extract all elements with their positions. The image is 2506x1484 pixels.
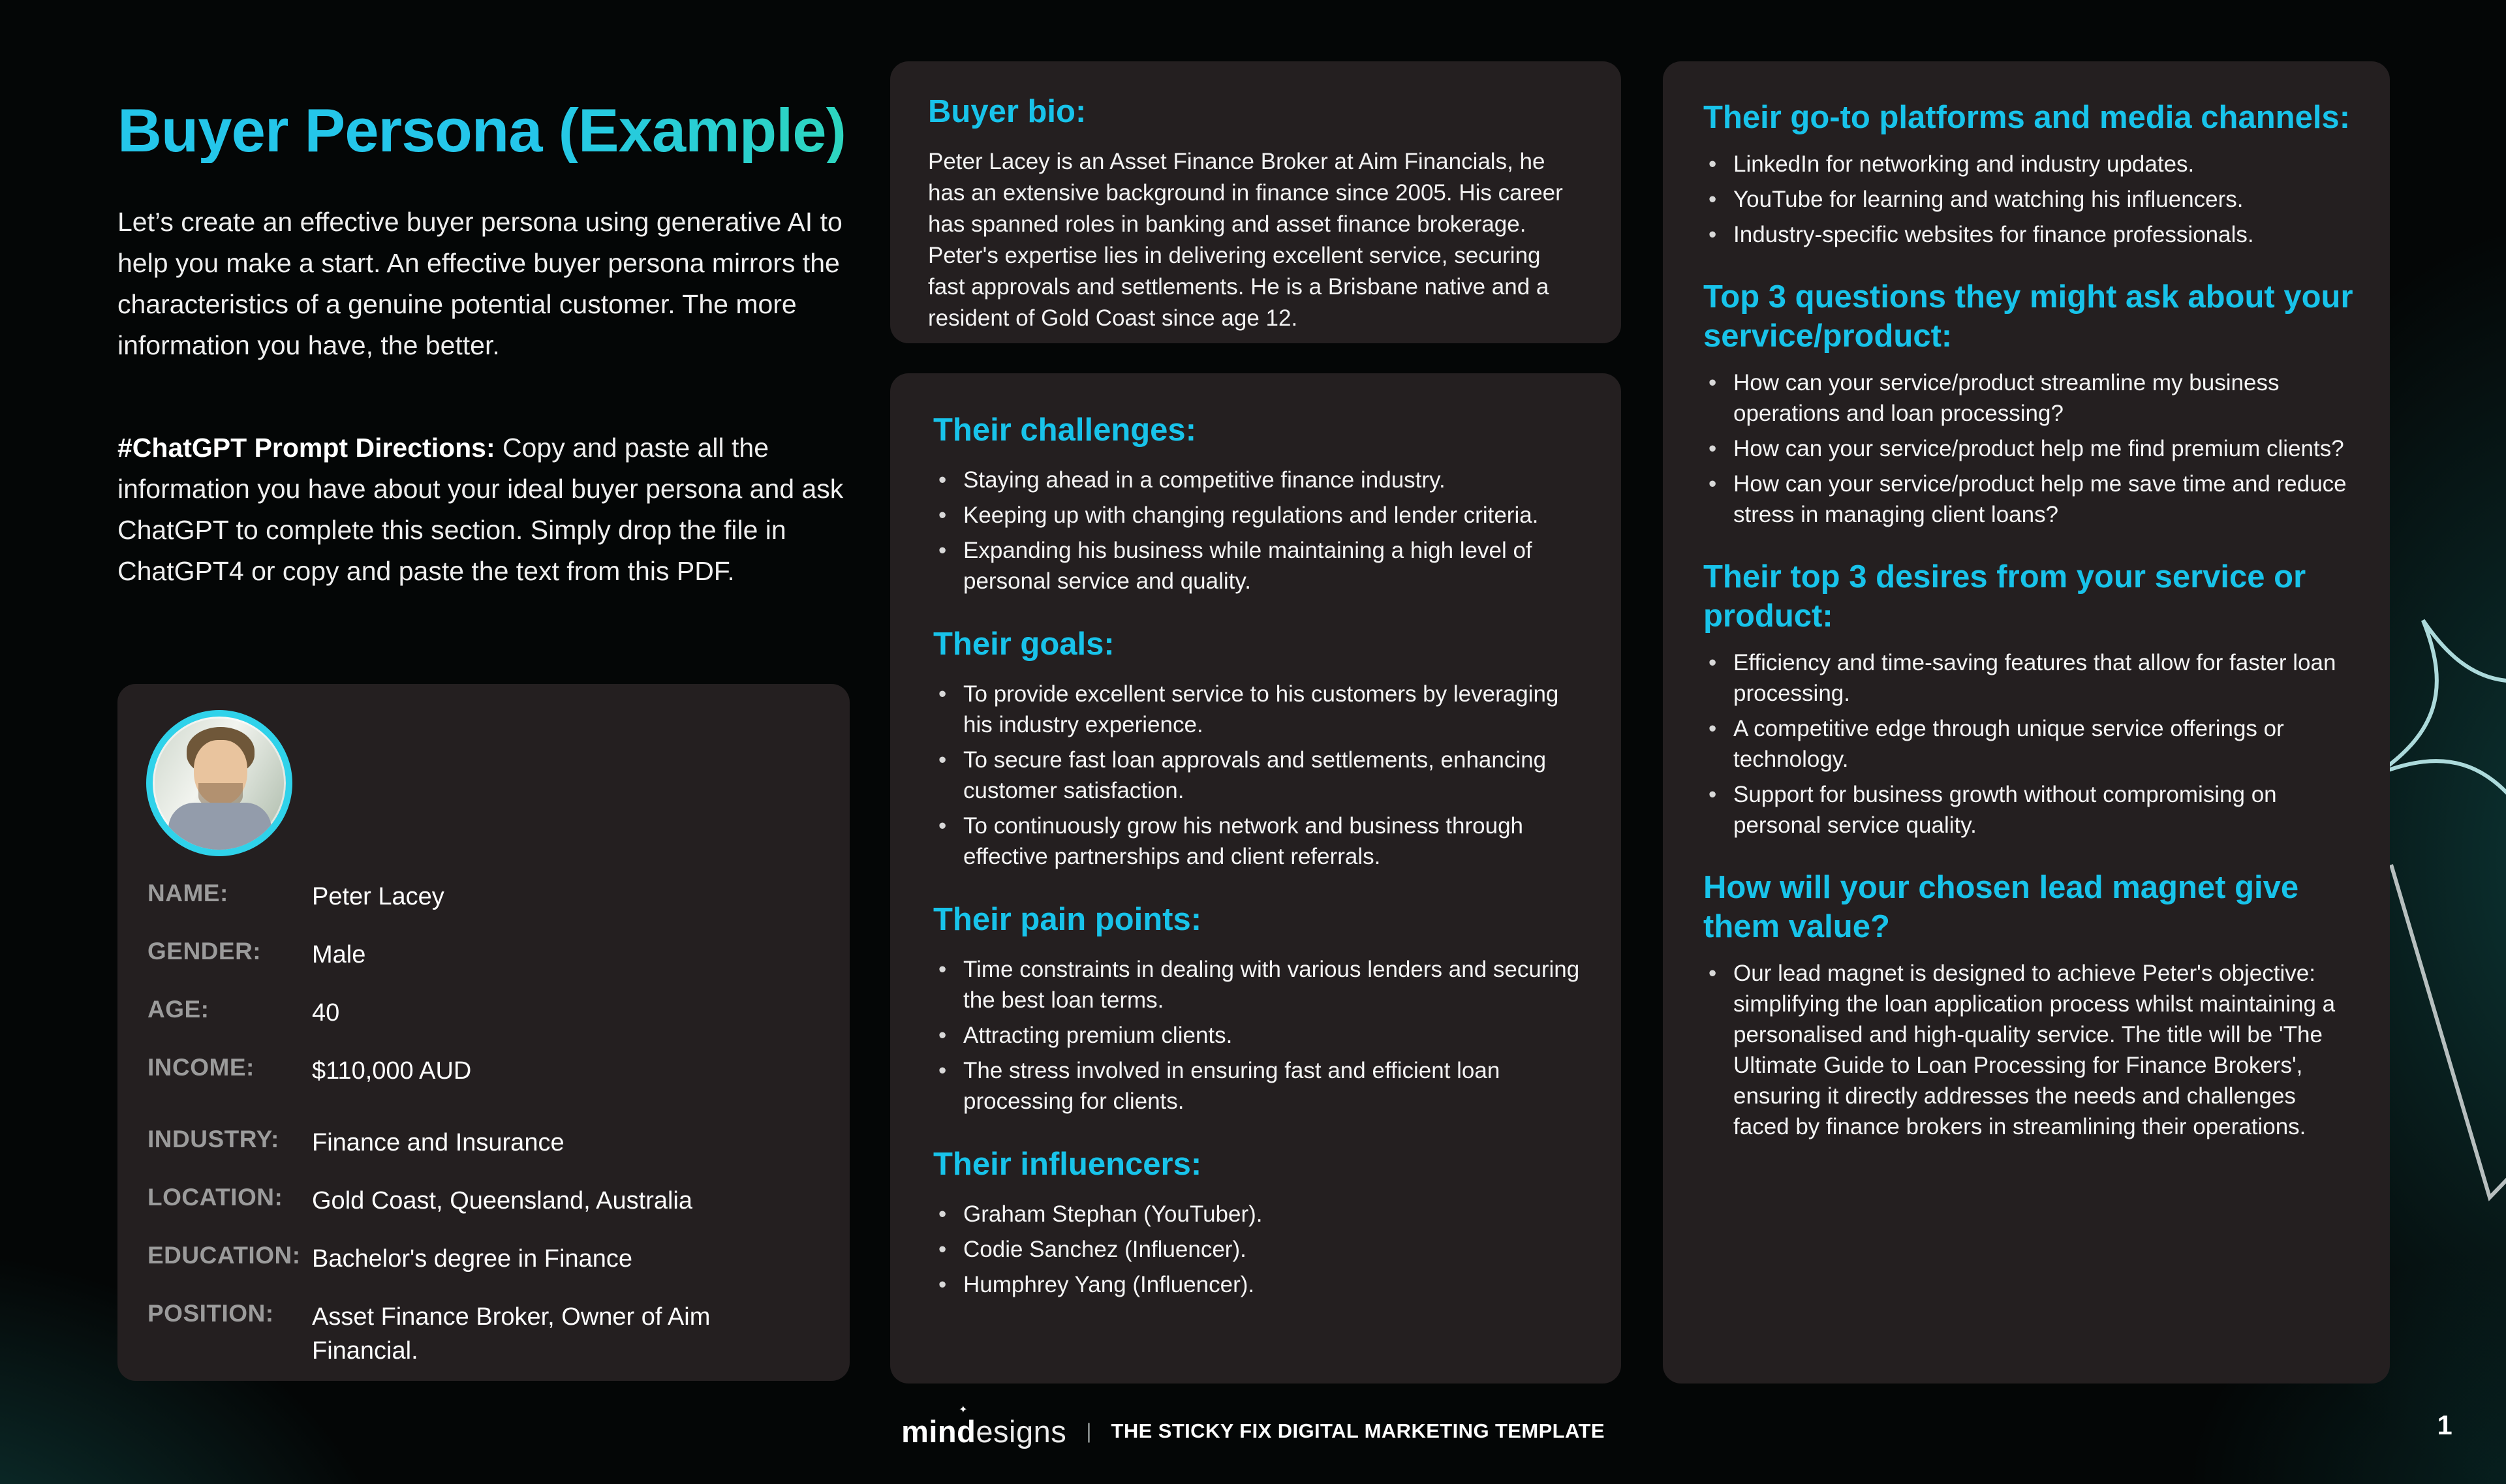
logo-sparkle-icon: ✦ [959, 1404, 968, 1415]
bullet-item: • Humphrey Yang (Influencer). [933, 1269, 1585, 1300]
field-label: POSITION: [147, 1300, 274, 1327]
bullet-item: • How can your service/product help me find premium clients? [1703, 433, 2356, 464]
avatar [146, 710, 292, 856]
section-goals [933, 624, 1585, 872]
field-value: Peter Lacey [312, 883, 444, 910]
field-row-income [147, 1054, 820, 1088]
field-label: LOCATION: [147, 1184, 283, 1211]
field-value: Bachelor's degree in Finance [312, 1245, 632, 1273]
bullet-item: • The stress involved in ensuring fast and efficient loan processing for clients. [933, 1055, 1585, 1117]
bullet-item: • To provide excellent service to his customers by leveraging his industry experience. [933, 679, 1585, 740]
field-label: GENDER: [147, 938, 262, 965]
bullet-item: • Efficiency and time-saving features that allow for faster loan processing. [1703, 647, 2356, 709]
section-platforms [1703, 98, 2356, 250]
bullet-item: • A competitive edge through unique service offerings or technology. [1703, 713, 2356, 775]
field-value: Finance and Insurance [312, 1129, 565, 1156]
field-label: INCOME: [147, 1054, 255, 1081]
bullet-item: • Keeping up with changing regulations and lender criteria. [933, 500, 1585, 531]
footer-tagline: THE STICKY FIX DIGITAL MARKETING TEMPLATE [1111, 1419, 1605, 1442]
persona-card [117, 684, 850, 1381]
footer [0, 1402, 2506, 1461]
marketing-insights-card [1663, 61, 2390, 1384]
field-value: Male [312, 941, 366, 968]
field-row-age [147, 996, 820, 1030]
field-label: INDUSTRY: [147, 1126, 279, 1152]
section-heading: Top 3 questions they might ask about your service/product: [1703, 279, 2353, 354]
section-heading: Their pain points: [933, 902, 1202, 937]
section-challenges [933, 410, 1585, 596]
bullet-item: • Codie Sanchez (Influencer). [933, 1234, 1585, 1265]
field-value: 40 [312, 999, 340, 1027]
bullet-item: • Graham Stephan (YouTuber). [933, 1199, 1585, 1229]
field-row-location [147, 1184, 820, 1218]
bullet-item: • Attracting premium clients. [933, 1020, 1585, 1051]
field-row-education [147, 1242, 820, 1276]
field-row-industry [147, 1126, 820, 1160]
field-value: Gold Coast, Queensland, Australia [312, 1187, 693, 1214]
bullet-item: • To secure fast loan approvals and settlements, enhancing customer satisfaction. [933, 745, 1585, 806]
persona-details-card [890, 373, 1621, 1384]
buyer-bio-heading: Buyer bio: [928, 94, 1087, 129]
chatgpt-directions-text: Copy and paste all the information you have about your ideal buyer persona and ask ChatGPT to complete this section. Simply drop the file in ChatGPT4 or copy and paste the text from this PDF. [117, 433, 844, 586]
field-label: NAME: [147, 880, 228, 906]
page-title: Buyer Persona (Example) [117, 97, 914, 164]
bullet-item: • How can your service/product help me save time and reduce stress in managing client loans? [1703, 469, 2356, 530]
bullet-item: • To continuously grow his network and business through effective partnerships and client referrals. [933, 811, 1585, 872]
field-row-name [147, 880, 820, 914]
page-number: 1 [2437, 1410, 2452, 1440]
chatgpt-directions-label: #ChatGPT Prompt Directions: [117, 433, 495, 463]
footer-separator: | [1086, 1419, 1092, 1443]
bullet-item: • Expanding his business while maintaining a high level of personal service and quality. [933, 535, 1585, 596]
section-lead-magnet [1703, 868, 2356, 1142]
section-top-desires [1703, 557, 2356, 841]
bullet-item: • How can your service/product streamline my business operations and loan processing? [1703, 367, 2356, 429]
field-value: $110,000 AUD [312, 1057, 472, 1085]
bullet-item: • Support for business growth without compromising on personal service quality. [1703, 779, 2356, 841]
bullet-item: • Staying ahead in a competitive finance industry. [933, 465, 1585, 495]
bullet-item: • Industry-specific websites for finance professionals. [1703, 219, 2356, 250]
section-pain-points [933, 899, 1585, 1117]
section-heading: Their goals: [933, 626, 1115, 662]
section-heading: Their top 3 desires from your service or product: [1703, 559, 2306, 634]
field-value: Asset Finance Broker, Owner of Aim Financial. [312, 1303, 711, 1365]
section-heading: Their influencers: [933, 1147, 1202, 1182]
bullet-item: • YouTube for learning and watching his influencers. [1703, 184, 2356, 215]
section-heading: Their go-to platforms and media channels: [1703, 100, 2351, 135]
intro-paragraph: Let’s create an effective buyer persona using generative AI to help you make a start. An effective buyer persona mirrors the characteristics of a genuine potential customer. The more information you have, the better. [117, 207, 843, 360]
persona-fields [147, 880, 820, 1381]
field-label: EDUCATION: [147, 1242, 301, 1269]
buyer-bio-card [890, 61, 1621, 343]
mindesigns-logo [901, 1404, 1067, 1449]
section-influencers [933, 1144, 1585, 1300]
field-row-gender [147, 938, 820, 972]
field-row-position [147, 1300, 820, 1368]
bullet-item: • Time constraints in dealing with various lenders and securing the best loan terms. [933, 954, 1585, 1015]
field-label: AGE: [147, 996, 209, 1023]
bullet-item: • LinkedIn for networking and industry updates. [1703, 149, 2356, 179]
buyer-bio-text: Peter Lacey is an Asset Finance Broker at Aim Financials, he has an extensive background in finance since 2005. His career has spanned roles in banking and asset finance brokerage. Peter's expertise lies in delivering excellent service, securing fast approvals and settlements. He is a Brisbane native and a resident of Gold Coast since age 12. [928, 149, 1563, 331]
chatgpt-directions-paragraph [117, 427, 881, 592]
bullet-item: • Our lead magnet is designed to achieve Peter's objective: simplifying the loan application process whilst maintaining a personalised and high-quality service. The title will be 'The Ultimate Guide to Loan Processing for Finance Brokers', ensuring it directly addresses the needs and challenges faced by finance brokers in streamlining their operations. [1703, 958, 2356, 1142]
section-heading: How will your chosen lead magnet give them value? [1703, 870, 2299, 944]
logo-text-light: esigns [976, 1414, 1067, 1449]
section-top-questions [1703, 277, 2356, 530]
logo-text-bold: mind [901, 1414, 976, 1449]
section-heading: Their challenges: [933, 412, 1197, 448]
